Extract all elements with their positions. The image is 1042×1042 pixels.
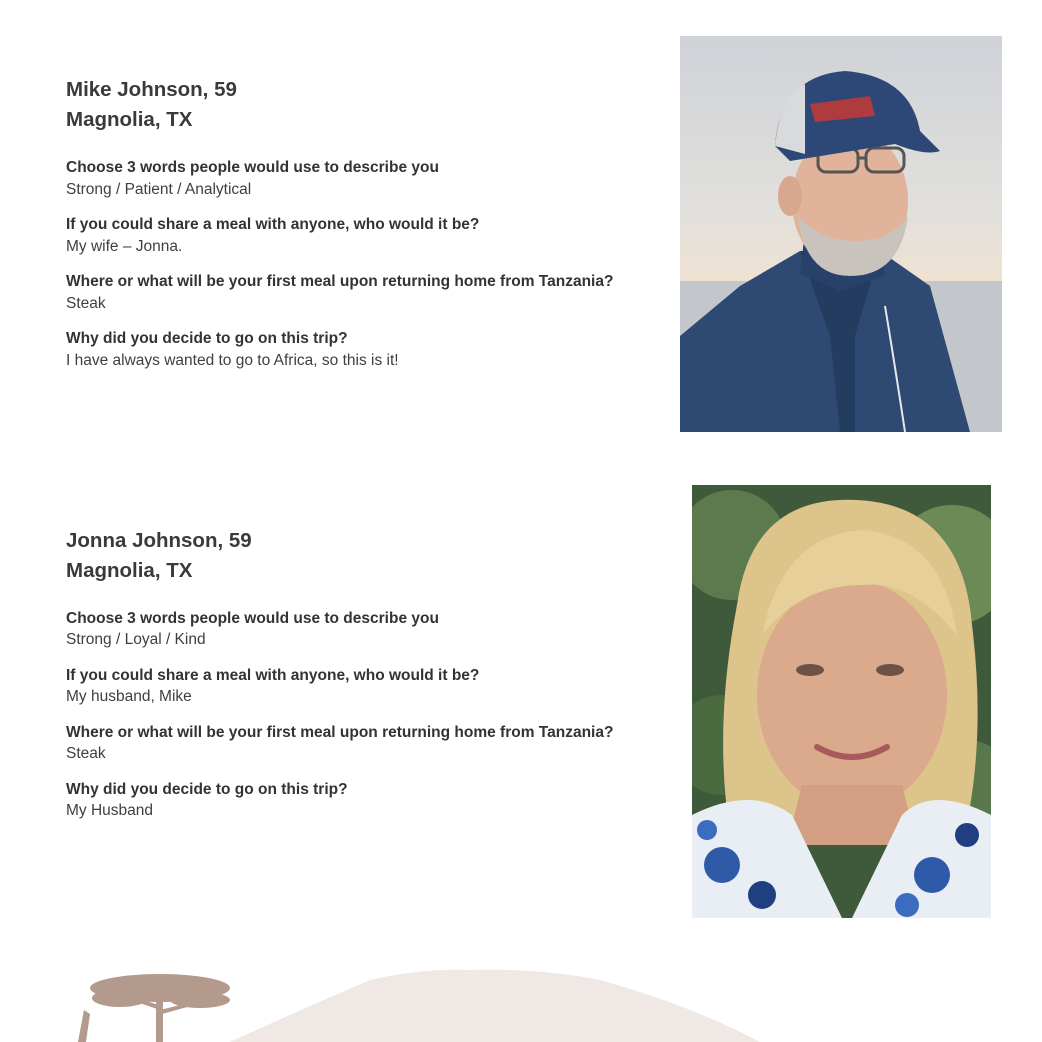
question: Choose 3 words people would use to describe you: [66, 159, 439, 176]
profile-jonna: [66, 526, 666, 836]
qa-item: [66, 328, 666, 372]
answer: My wife – Jonna.: [66, 238, 183, 255]
kilimanjaro-silhouette: [230, 970, 760, 1042]
question: Where or what will be your first meal upon returning home from Tanzania?: [66, 273, 614, 290]
qa-item: [66, 608, 666, 650]
qa-item: [66, 665, 666, 707]
profile-photo-jonna: [692, 485, 991, 918]
profile-mike: [66, 75, 666, 385]
answer: I have always wanted to go to Africa, so this is it!: [66, 352, 399, 369]
profile-location: Magnolia, TX: [66, 559, 193, 582]
profile-name: Jonna Johnson, 59: [66, 529, 252, 552]
landscape-decoration: [0, 940, 1042, 1042]
question: Where or what will be your first meal upon returning home from Tanzania?: [66, 724, 614, 741]
answer: Steak: [66, 745, 106, 762]
profile-location: Magnolia, TX: [66, 108, 193, 131]
answer: Steak: [66, 295, 106, 312]
profile-name: Mike Johnson, 59: [66, 78, 237, 101]
qa-list: [66, 608, 666, 821]
answer: Strong / Loyal / Kind: [66, 631, 206, 648]
profile-photo-mike: [680, 36, 1002, 432]
question: Why did you decide to go on this trip?: [66, 781, 348, 798]
acacia-tree-icon: [78, 974, 230, 1042]
qa-list: [66, 157, 666, 372]
qa-item: [66, 214, 666, 258]
portrait-man-cap-photo: [680, 36, 1002, 432]
question: Choose 3 words people would use to describe you: [66, 610, 439, 627]
question: Why did you decide to go on this trip?: [66, 330, 348, 347]
answer: My Husband: [66, 802, 154, 819]
portrait-woman-blonde-photo: [692, 485, 991, 918]
question: If you could share a meal with anyone, who would it be?: [66, 667, 480, 684]
qa-item: [66, 271, 666, 315]
qa-item: [66, 157, 666, 201]
answer: My husband, Mike: [66, 688, 192, 705]
question: If you could share a meal with anyone, who would it be?: [66, 216, 480, 233]
qa-item: [66, 779, 666, 821]
qa-item: [66, 722, 666, 764]
decorative-landscape: [0, 940, 1042, 1042]
answer: Strong / Patient / Analytical: [66, 181, 252, 198]
